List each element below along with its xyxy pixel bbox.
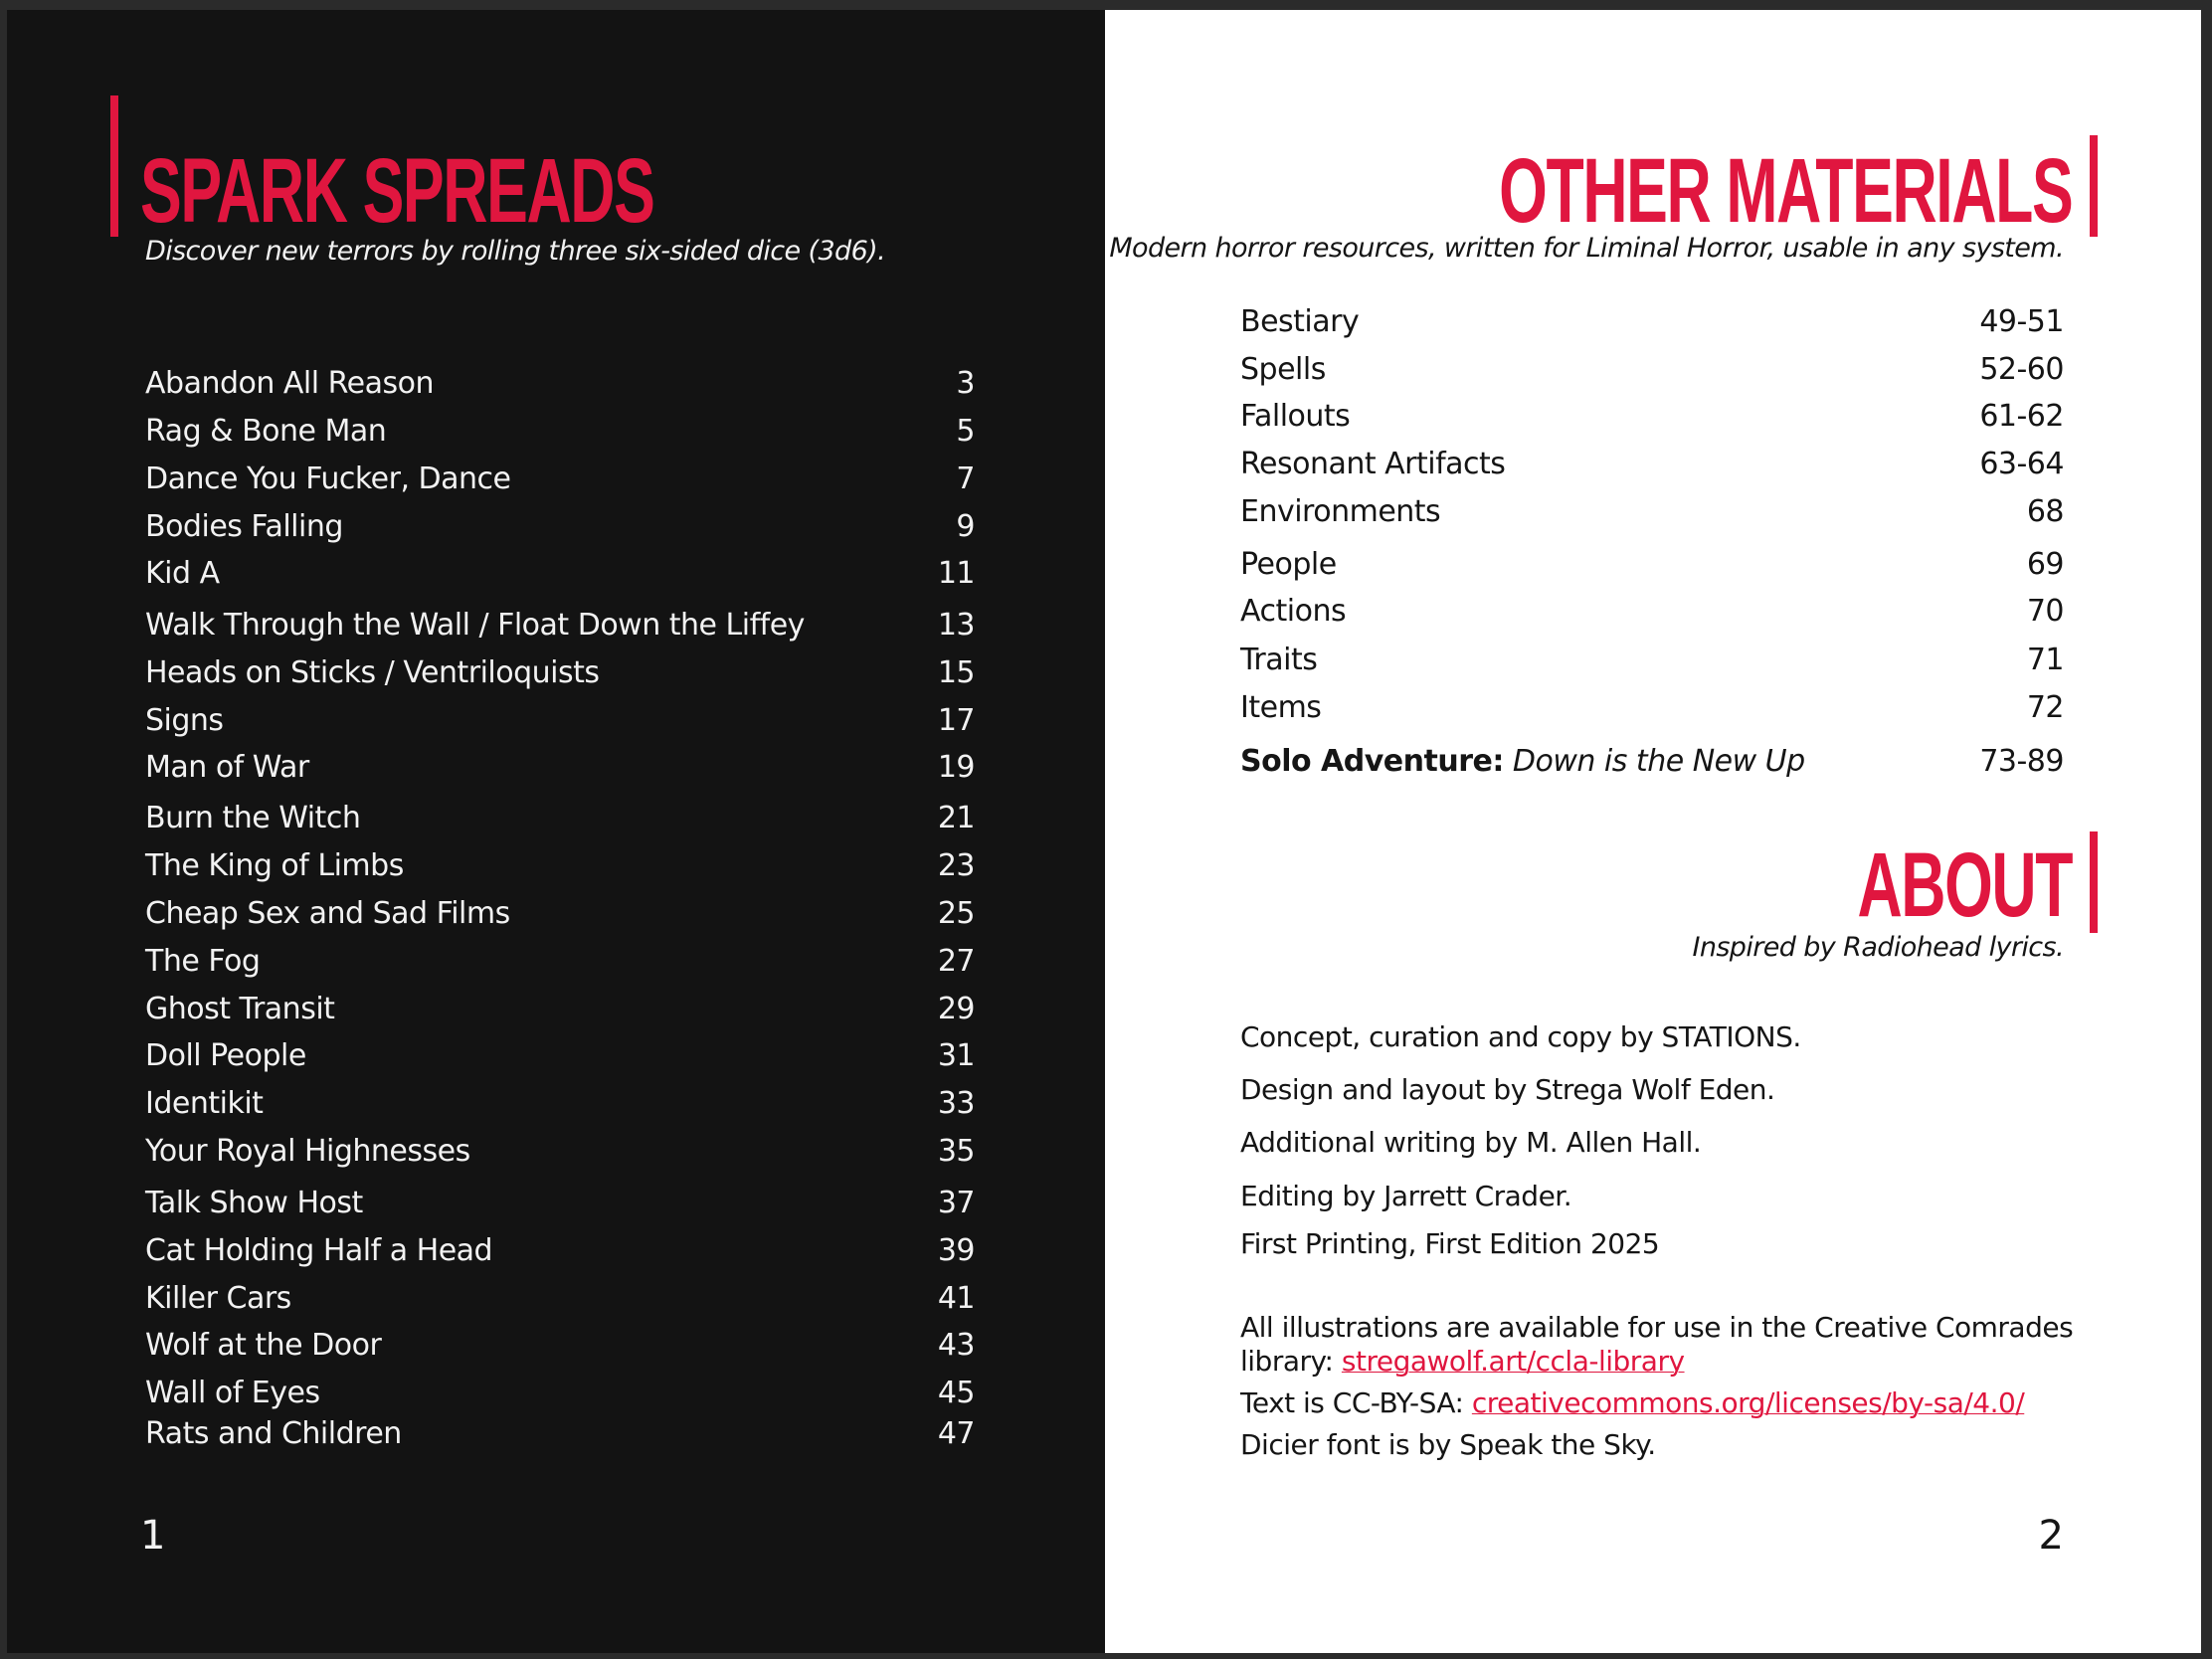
spark-spread-entry-page: 25 bbox=[937, 896, 975, 931]
spark-spread-entry-title: Wolf at the Door bbox=[145, 1328, 382, 1363]
credit-line: Design and layout by Strega Wolf Eden. bbox=[1240, 1073, 1775, 1106]
other-material-entry-page: 63-64 bbox=[1979, 447, 2064, 481]
spark-spread-entry-title: Burn the Witch bbox=[145, 801, 361, 835]
spark-spread-entry-page: 3 bbox=[956, 366, 975, 401]
spark-spread-entry-title: Dance You Fucker, Dance bbox=[145, 461, 511, 496]
credit-line: Editing by Jarrett Crader. bbox=[1240, 1180, 1572, 1212]
other-material-entry-title: Spells bbox=[1240, 352, 1326, 387]
other-material-entry-page: 49-51 bbox=[1979, 304, 2064, 339]
spark-spread-entry-page: 43 bbox=[937, 1328, 975, 1363]
spark-spread-entry-page: 17 bbox=[937, 703, 975, 738]
spark-spread-entry-title: Talk Show Host bbox=[145, 1186, 363, 1220]
page-number-right: 2 bbox=[2038, 1513, 2064, 1559]
spark-spread-entry-title: Rats and Children bbox=[145, 1416, 402, 1451]
spark-spread-entry-title: Ghost Transit bbox=[145, 992, 335, 1026]
other-material-entry-title: Resonant Artifacts bbox=[1240, 447, 1506, 481]
spark-spreads-subtitle: Discover new terrors by rolling three six-sided dice (3d6). bbox=[145, 236, 886, 267]
spark-spread-entry-title: Killer Cars bbox=[145, 1281, 291, 1316]
other-material-entry-title: Fallouts bbox=[1240, 399, 1351, 434]
ccla-library-link[interactable]: stregawolf.art/ccla-library bbox=[1341, 1345, 1685, 1378]
spark-spread-entry-page: 21 bbox=[937, 801, 975, 835]
spark-spread-entry-page: 29 bbox=[937, 992, 975, 1026]
other-material-entry-page: 72 bbox=[2026, 690, 2064, 725]
spark-spread-entry-page: 13 bbox=[937, 608, 975, 643]
spark-spread-entry-title: Bodies Falling bbox=[145, 509, 343, 544]
illustrations-library-line: library: stregawolf.art/ccla-library bbox=[1240, 1345, 1685, 1378]
other-materials-subtitle: Modern horror resources, written for Liminal Horror, usable in any system. bbox=[1109, 233, 2064, 264]
spark-spread-entry-page: 9 bbox=[956, 509, 975, 544]
other-material-entry-page: 61-62 bbox=[1979, 399, 2064, 434]
other-material-entry-page: 71 bbox=[2026, 643, 2064, 677]
spark-spread-entry-page: 41 bbox=[937, 1281, 975, 1316]
other-material-entry-title: Environments bbox=[1240, 494, 1441, 529]
spark-spread-entry-page: 27 bbox=[937, 944, 975, 979]
spark-spread-entry-title: Abandon All Reason bbox=[145, 366, 434, 401]
credit-line: Additional writing by M. Allen Hall. bbox=[1240, 1126, 1702, 1159]
other-material-entry-page: 70 bbox=[2026, 594, 2064, 629]
other-material-entry-title: Traits bbox=[1240, 643, 1318, 677]
spark-spread-entry-page: 23 bbox=[937, 848, 975, 883]
solo-adventure-title: Down is the New Up bbox=[1512, 744, 1805, 779]
spark-spread-entry-title: Rag & Bone Man bbox=[145, 414, 387, 449]
cc-license-link[interactable]: creativecommons.org/licenses/by-sa/4.0/ bbox=[1471, 1386, 2025, 1419]
left-page bbox=[7, 10, 1105, 1653]
spark-spread-entry-page: 37 bbox=[937, 1186, 975, 1220]
page-number-left: 1 bbox=[140, 1513, 166, 1559]
spark-spread-entry-title: The Fog bbox=[145, 944, 261, 979]
spark-spread-entry-page: 31 bbox=[937, 1038, 975, 1073]
other-material-entry-page: 68 bbox=[2026, 494, 2064, 529]
spark-spread-entry-title: Kid A bbox=[145, 556, 220, 591]
spark-spread-entry-title: The King of Limbs bbox=[145, 848, 404, 883]
spark-spread-entry-page: 39 bbox=[937, 1233, 975, 1268]
right-page bbox=[1105, 10, 2201, 1653]
other-material-entry-page: 69 bbox=[2026, 547, 2064, 582]
spark-spread-entry-page: 47 bbox=[937, 1416, 975, 1451]
spark-spread-entry-page: 11 bbox=[937, 556, 975, 591]
spark-spread-entry-page: 7 bbox=[956, 461, 975, 496]
other-material-entry-page: 52-60 bbox=[1979, 352, 2064, 387]
other-material-entry-title: Bestiary bbox=[1240, 304, 1360, 339]
font-credit-line: Dicier font is by Speak the Sky. bbox=[1240, 1428, 1656, 1461]
other-material-entry-title: Actions bbox=[1240, 594, 1347, 629]
spark-spread-entry-page: 19 bbox=[937, 750, 975, 785]
spark-spread-entry-title: Signs bbox=[145, 703, 224, 738]
credit-line: First Printing, First Edition 2025 bbox=[1240, 1227, 1660, 1260]
spark-spread-entry-title: Your Royal Highnesses bbox=[145, 1134, 470, 1169]
credit-line: Concept, curation and copy by STATIONS. bbox=[1240, 1020, 1801, 1053]
spark-spread-entry-page: 5 bbox=[956, 414, 975, 449]
spark-spread-entry-title: Identikit bbox=[145, 1086, 264, 1121]
spark-spread-entry-title: Wall of Eyes bbox=[145, 1376, 320, 1410]
spark-spreads-heading: SPARK SPREADS bbox=[140, 140, 654, 242]
spark-spread-entry-title: Walk Through the Wall / Float Down the Liffey bbox=[145, 608, 805, 643]
heading-accent-bar bbox=[110, 95, 118, 237]
other-material-entry-title: People bbox=[1240, 547, 1337, 582]
spark-spread-entry-title: Doll People bbox=[145, 1038, 306, 1073]
spark-spread-entry-title: Man of War bbox=[145, 750, 309, 785]
spark-spread-entry-page: 35 bbox=[937, 1134, 975, 1169]
other-material-entry-title: Items bbox=[1240, 690, 1322, 725]
about-heading: ABOUT bbox=[1857, 834, 2072, 936]
spark-spread-entry-page: 15 bbox=[937, 655, 975, 690]
solo-adventure-label: Solo Adventure: bbox=[1240, 744, 1504, 779]
illustrations-line: All illustrations are available for use in the Creative Comrades bbox=[1240, 1311, 2074, 1344]
spark-spread-entry-page: 45 bbox=[937, 1376, 975, 1410]
spark-spread-entry-title: Heads on Sticks / Ventriloquists bbox=[145, 655, 600, 690]
solo-adventure-page: 73-89 bbox=[1979, 744, 2064, 779]
heading-accent-bar bbox=[2090, 135, 2098, 237]
spark-spread-entry-title: Cheap Sex and Sad Films bbox=[145, 896, 510, 931]
license-line: Text is CC-BY-SA: creativecommons.org/licenses/by-sa/4.0/ bbox=[1240, 1386, 2025, 1419]
other-materials-heading: OTHER MATERIALS bbox=[1498, 140, 2072, 242]
spark-spread-entry-title: Cat Holding Half a Head bbox=[145, 1233, 493, 1268]
spark-spread-entry-page: 33 bbox=[937, 1086, 975, 1121]
heading-accent-bar bbox=[2090, 831, 2098, 933]
about-subtitle: Inspired by Radiohead lyrics. bbox=[1692, 932, 2064, 963]
